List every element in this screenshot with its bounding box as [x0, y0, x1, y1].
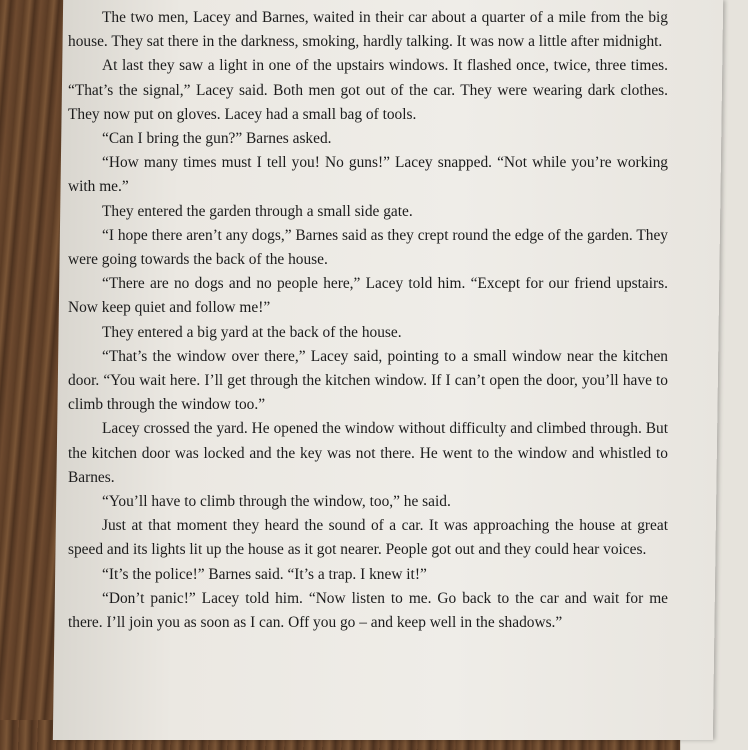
paragraph: “Can I bring the gun?” Barnes asked. — [102, 130, 332, 148]
paragraph: They entered the garden through a small side gate. — [102, 202, 413, 220]
paragraph: “There are no dogs and no people here,” Lacey told him. “Except for our friend upstairs. Now keep quiet and follow me!” — [68, 275, 668, 317]
paragraph: The two men, Lacey and Barnes, waited in their car about a quarter of a mile from the big house. They sat there in the darkness, smoking, hardly talking. It was now a little after midnight. — [68, 9, 668, 51]
story-text — [68, 6, 668, 635]
paragraph: “It’s the police!” Barnes said. “It’s a trap. I knew it!” — [102, 565, 427, 583]
paragraph: “I hope there aren’t any dogs,” Barnes said as they crept round the edge of the garden. They were going towards the back of the house. — [68, 226, 668, 269]
paragraph: Lacey crossed the yard. He opened the window without difficulty and climbed through. But the kitchen door was locked and the key was not there. He went to the window and whistled to Barnes. — [68, 420, 668, 486]
paragraph: “You’ll have to climb through the window, too,” he said. — [102, 493, 451, 511]
paragraph: They entered a big yard at the back of the house. — [102, 323, 402, 341]
paragraph: Just at that moment they heard the sound of a car. It was approaching the house at great speed and its lights lit up the house as it got nearer. People got out and they could hear voices. — [68, 517, 668, 559]
paragraph: At last they saw a light in one of the upstairs windows. It flashed once, twice, three times. “That’s the signal,” Lacey said. Both men got out of the car. They were wearing dark clothes. They now put on gloves. Lacey had a small bag of tools. — [68, 57, 668, 123]
paragraph: “Don’t panic!” Lacey told him. “Now listen to me. Go back to the car and wait for me there. I’ll join you as soon as I can. Off you go – and keep well in the shadows.” — [68, 589, 668, 632]
paragraph: “That’s the window over there,” Lacey said, pointing to a small window near the kitchen door. “You wait here. I’ll get through the kitchen window. If I can’t open the door, you’ll have to climb through the window too.” — [68, 347, 668, 414]
paragraph: “How many times must I tell you! No guns!” Lacey snapped. “Not while you’re working with me.” — [68, 154, 668, 196]
